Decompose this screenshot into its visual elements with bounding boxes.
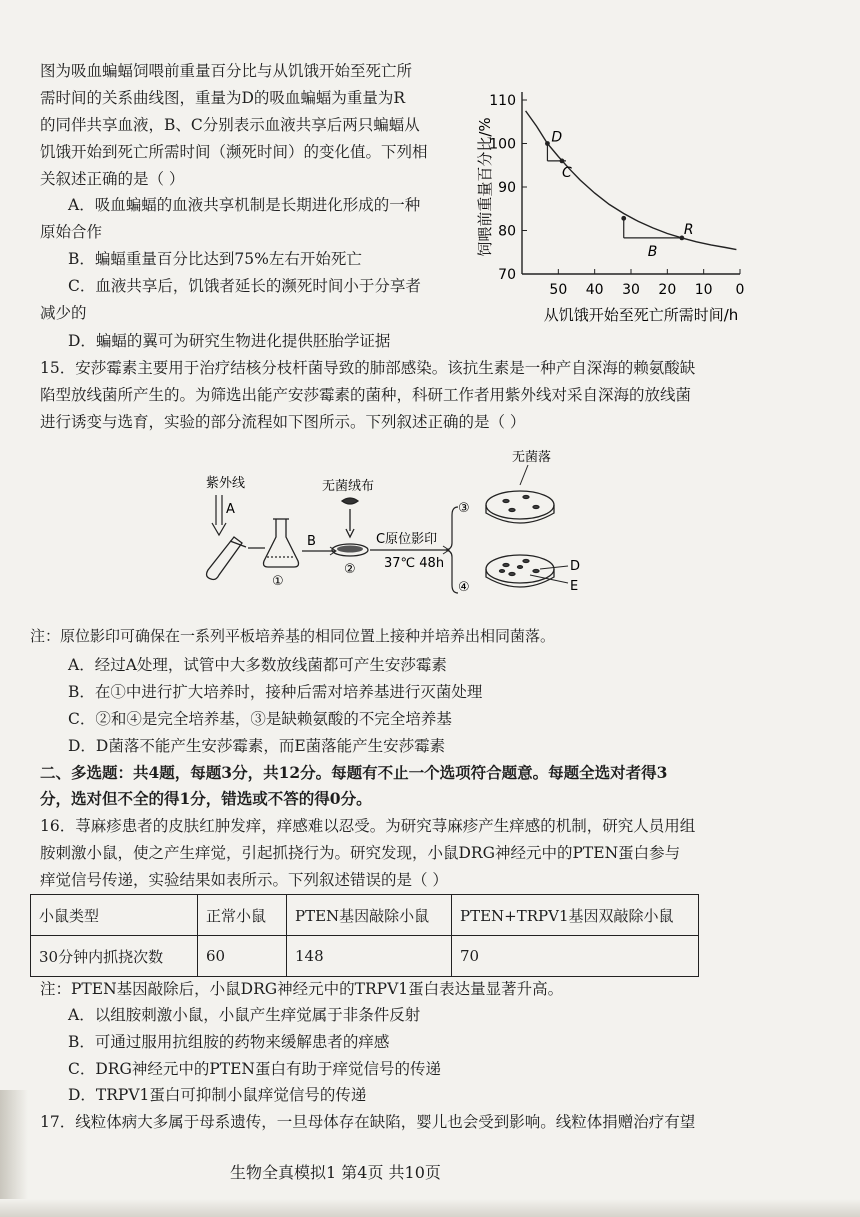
chart-x-axis-label: 从饥饿开始至死亡所需时间/h	[543, 306, 739, 324]
q16-stem-line: 16．荨麻疹患者的皮肤红肿发痒，痒感难以忍受。为研究荨麻疹产生痒感的机制，研究人员用组	[40, 817, 696, 835]
point-d	[545, 141, 550, 146]
q14-stem-line: 图为吸血蝙蝠饲喂前重量百分比与从饥饿开始至死亡所	[40, 62, 413, 80]
q14-stem-line: 饥饿开始到死亡所需时间（濒死时间）的变化值。下列相	[40, 143, 428, 161]
x-tick-label: 0	[735, 282, 745, 298]
y-tick-label: 90	[498, 180, 516, 196]
q15-option-c: C．②和④是完全培养基，③是缺赖氨酸的不完全培养基	[68, 710, 452, 728]
chart-axes	[522, 92, 740, 274]
q16-option-c: C．DRG神经元中的PTEN蛋白有助于痒觉信号的传递	[68, 1060, 441, 1078]
y-tick-label: 100	[489, 136, 516, 153]
q16-results-table	[30, 894, 699, 977]
table-cell: 30分钟内抓挠次数	[31, 936, 198, 977]
label-4: ④	[458, 580, 470, 595]
table-header-cell: PTEN+TRPV1基因双敲除小鼠	[452, 895, 699, 936]
x-tick-label: 50	[549, 282, 568, 298]
table-cell: 70	[452, 936, 699, 977]
q15-note: 注：原位影印可确保在一系列平板培养基的相同位置上接种并培养出相同菌落。	[30, 627, 556, 645]
q14-option-b: B．蝙蝠重量百分比达到75%左右开始死亡	[68, 250, 362, 268]
step-c-label: C原位影印	[376, 532, 438, 547]
label-d: D	[570, 559, 581, 574]
table-cell: 60	[198, 936, 287, 977]
table-header-cell: 小鼠类型	[31, 895, 198, 936]
y-tick-label: 110	[489, 93, 516, 109]
velvet-stamp-icon	[342, 498, 358, 537]
culture-condition: 37℃ 48h	[384, 556, 445, 571]
q14-chart	[470, 70, 770, 330]
velvet-label: 无菌绒布	[322, 479, 375, 494]
y-tick-label: 80	[498, 223, 516, 240]
label-e: E	[570, 579, 579, 594]
branch-brace	[446, 507, 458, 593]
table-cell: 148	[287, 936, 452, 977]
q17-stem-line: 17．线粒体病大多属于母系遗传，一旦母体存在缺陷，婴儿也会受到影响。线粒体捐赠治疗有望	[40, 1113, 696, 1131]
section-2-heading: 二、多选题：共4题，每题3分，共12分。每题有不止一个选项符合题意。每题全选对者得3	[40, 763, 668, 782]
q15-option-b: B．在①中进行扩大培养时，接种后需对培养基进行灭菌处理	[68, 683, 483, 701]
table-header-row	[31, 895, 699, 936]
q14-stem-line: 的同伴共享血液，B、C分别表示血液共享后两只蝙蝠从	[40, 116, 420, 134]
q15-option-a: A．经过A处理，试管中大多数放线菌都可产生安莎霉素	[68, 656, 447, 674]
point-c	[560, 159, 565, 164]
no-colony-label: 无菌落	[512, 450, 552, 465]
q16-option-b: B．可通过服用抗组胺的药物来缓解患者的痒感	[68, 1033, 390, 1051]
uv-label: 紫外线	[206, 476, 246, 491]
point-label-b: B	[647, 243, 658, 260]
q14-option-a-cont: 原始合作	[40, 223, 103, 241]
uv-arrow	[212, 495, 226, 535]
point-label-r: R	[683, 221, 694, 238]
q15-stem-line: 进行诱变与选育，实验的部分流程如下图所示。下列叙述正确的是（ ）	[40, 413, 526, 431]
point-b-origin	[621, 216, 626, 221]
q16-option-d: D．TRPV1蛋白可抑制小鼠痒觉信号的传递	[68, 1086, 367, 1104]
q14-stem-line: 关叙述正确的是（ ）	[40, 170, 185, 188]
q14-option-d: D．蝙蝠的翼可为研究生物进化提供胚胎学证据	[68, 332, 391, 350]
test-tube-icon	[207, 537, 246, 580]
q15-stem-line: 陷型放线菌所产生的。为筛选出能产安莎霉素的菌种，科研工作者用紫外线对采自深海的放线菌	[40, 386, 692, 404]
label-2: ②	[344, 562, 356, 577]
point-label-d: D	[551, 129, 563, 146]
x-tick-label: 30	[622, 282, 640, 298]
table-header-cell: PTEN基因敲除小鼠	[287, 895, 452, 936]
scan-bottom-shadow	[0, 1199, 860, 1217]
q16-option-a: A．以组胺刺激小鼠，小鼠产生痒觉属于非条件反射	[68, 1006, 421, 1024]
q16-stem-line: 胺刺激小鼠，使之产生痒觉，引起抓挠行为。研究发现，小鼠DRG神经元中的PTEN蛋白参与	[40, 844, 681, 862]
q15-option-d: D．D菌落不能产生安莎霉素，而E菌落能产生安莎霉素	[68, 737, 446, 755]
q16-stem-line: 痒觉信号传递，实验结果如表所示。下列叙述错误的是（ ）	[40, 871, 448, 889]
table-row	[31, 936, 699, 977]
table-header-cell: 正常小鼠	[198, 895, 287, 936]
label-1: ①	[272, 574, 284, 589]
chart-y-axis-label: 饲喂前重量百分比/%	[476, 117, 494, 257]
q15-figure	[190, 445, 610, 620]
q14-option-c: C．血液共享后，饥饿者延长的濒死时间小于分享者	[68, 277, 421, 295]
label-3: ③	[458, 501, 470, 516]
x-tick-label: 10	[694, 282, 713, 298]
q15-stem-line: 15．安莎霉素主要用于治疗结核分枝杆菌导致的肺部感染。该抗生素是一种产自深海的赖氨酸缺	[40, 359, 696, 377]
no-colony-pointer	[520, 465, 528, 485]
plate-3-icon	[486, 491, 554, 523]
q14-option-a: A．吸血蝙蝠的血液共享机制是长期进化形成的一种	[68, 196, 421, 214]
step-a-label: A	[226, 502, 235, 517]
y-tick-label: 70	[498, 267, 516, 283]
x-tick-label: 40	[585, 282, 604, 298]
plate-2-icon	[332, 544, 368, 556]
flask-icon	[264, 519, 299, 567]
q14-stem-line: 需时间的关系曲线图，重量为D的吸血蝙蝠为重量为R	[40, 89, 406, 107]
page-footer: 生物全真模拟1 第4页 共10页	[230, 1163, 441, 1182]
q14-option-c-cont: 减少的	[40, 304, 87, 322]
plate-4-icon	[486, 555, 554, 587]
step-b-label: B	[307, 534, 316, 549]
x-tick-label: 20	[658, 282, 677, 298]
scan-edge-shadow	[0, 1090, 28, 1217]
q16-note: 注：PTEN基因敲除后，小鼠DRG神经元中的TRPV1蛋白表达量显著升高。	[40, 980, 564, 998]
section-2-heading-cont: 分，选对但不全的得1分，错选或不答的得0分。	[40, 789, 372, 808]
point-label-c: C	[561, 164, 572, 181]
